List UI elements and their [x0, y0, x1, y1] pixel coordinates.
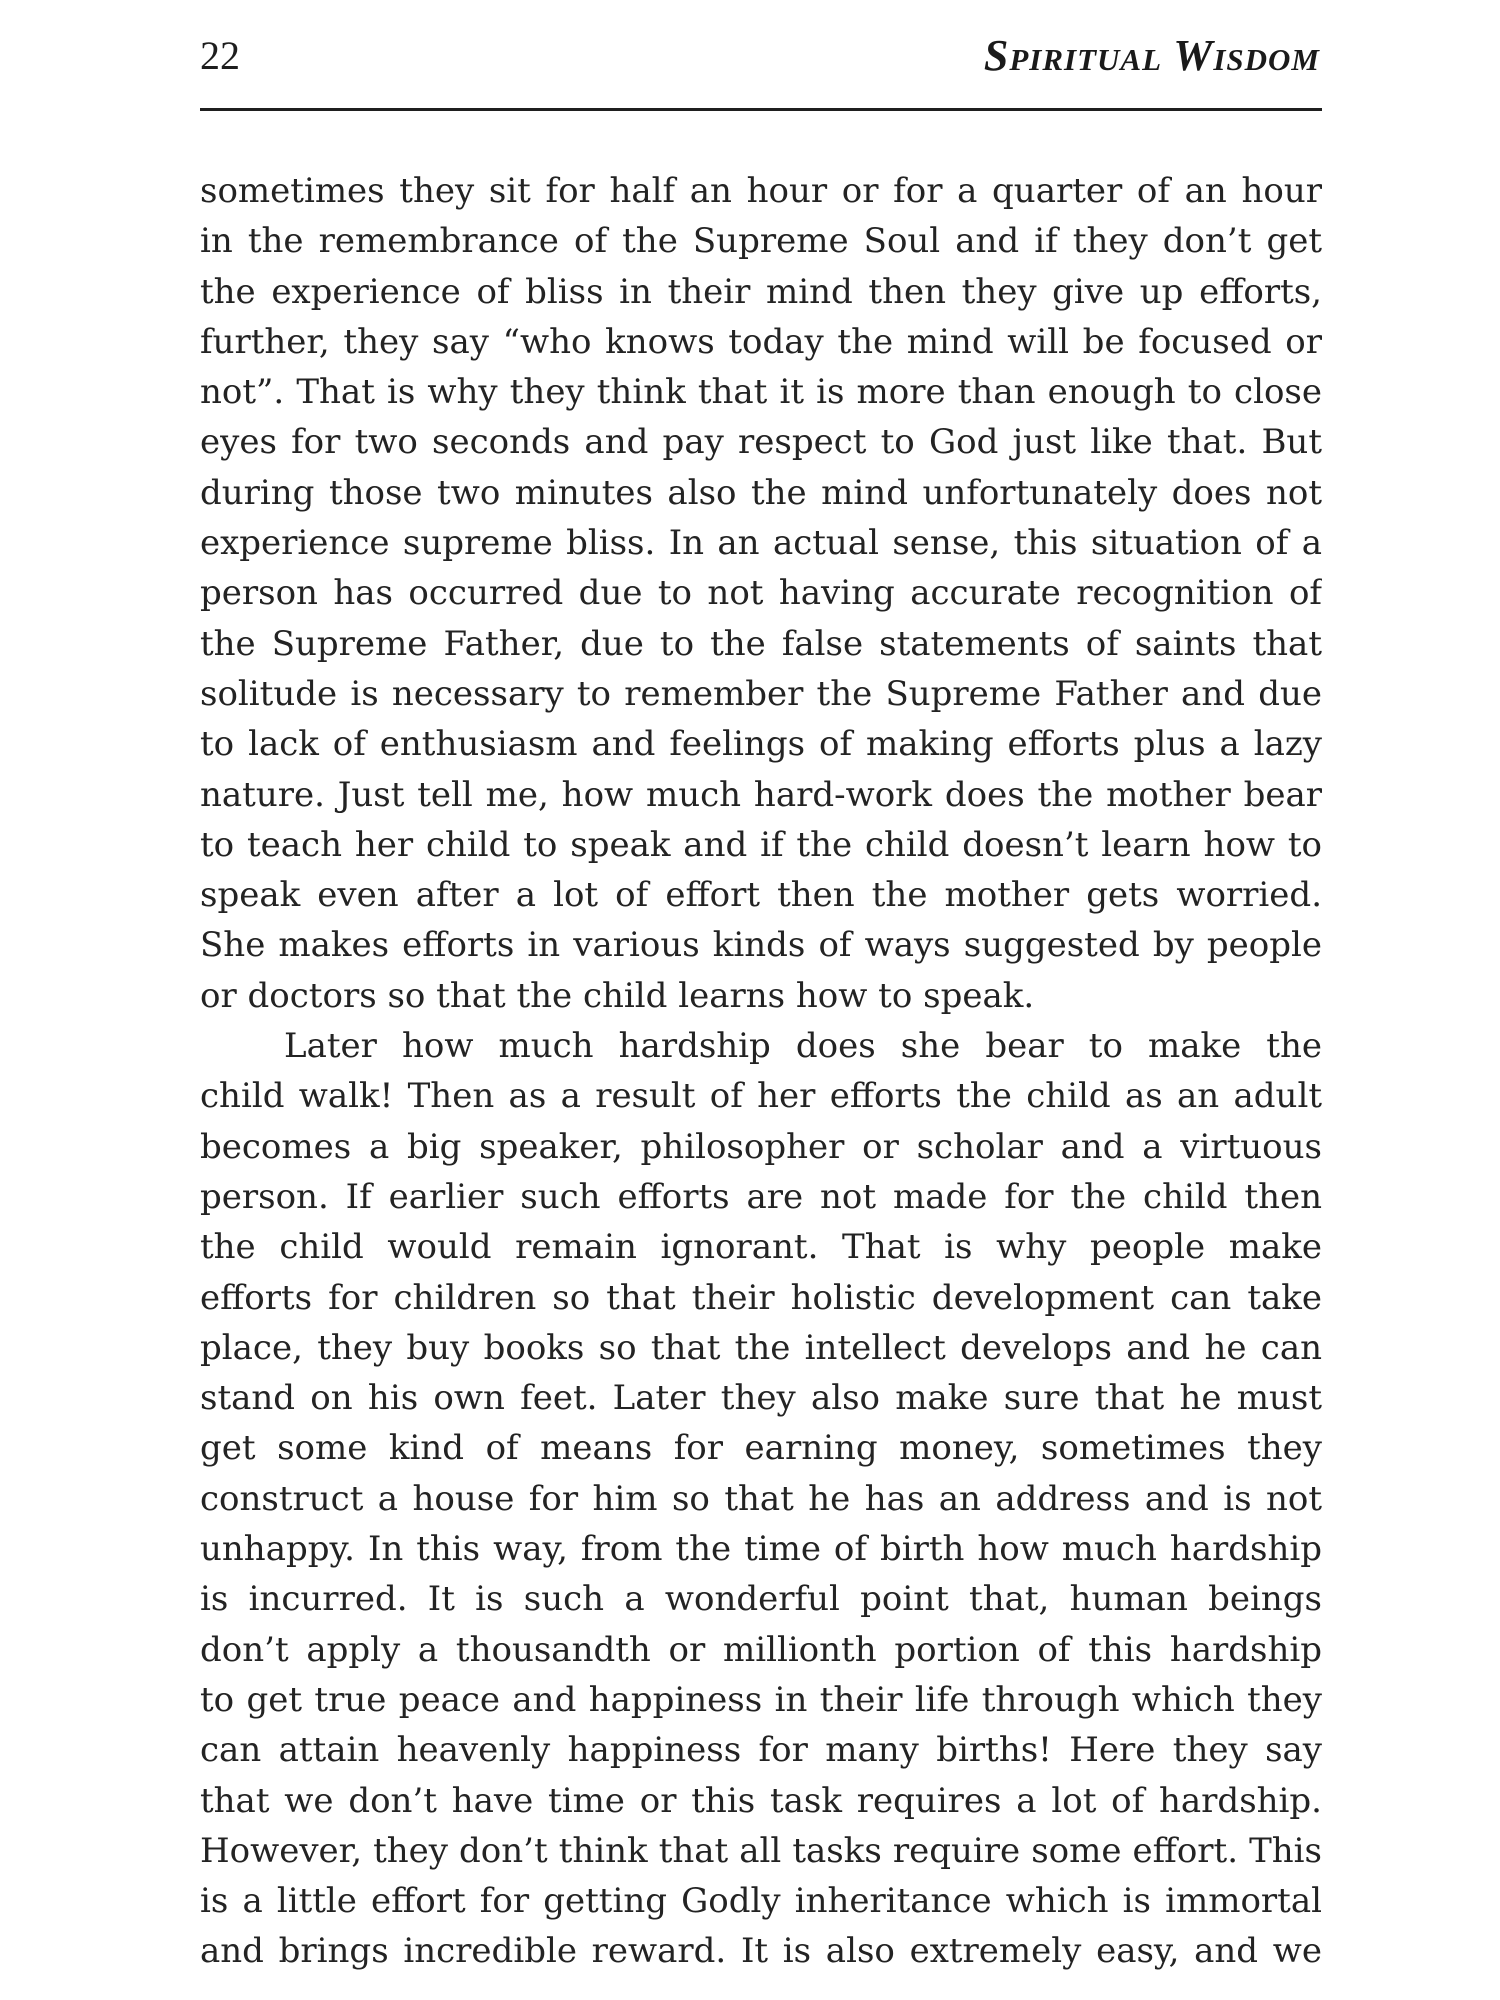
text-line: or doctors so that the child learns how to speak. — [200, 975, 1035, 1016]
text-line: becomes a big speaker, philosopher or scholar and a virtuous — [200, 1126, 1322, 1167]
text-line: during those two minutes also the mind unfortunately does not — [200, 472, 1322, 513]
text-line: unhappy. In this way, from the time of birth how much hardship — [200, 1529, 1322, 1570]
text-line: stand on his own feet. Later they also make sure that he must — [200, 1378, 1322, 1419]
text-line: and brings incredible reward. It is also extremely easy, and we — [200, 1931, 1322, 1972]
text-line: is incurred. It is such a wonderful point that, human beings — [200, 1579, 1322, 1620]
text-line: in the remembrance of the Supreme Soul and if they don’t get — [200, 221, 1322, 262]
text-line: nature. Just tell me, how much hard-work does the mother bear — [200, 774, 1322, 815]
header-rule — [200, 108, 1322, 111]
text-line: get some kind of means for earning money, sometimes they — [200, 1428, 1322, 1469]
text-line: However, they don’t think that all tasks require some effort. This — [200, 1830, 1322, 1871]
page-number: 22 — [200, 33, 240, 78]
text-line: efforts for children so that their holistic development can take — [200, 1277, 1322, 1318]
text-line: not”. That is why they think that it is more than enough to close — [200, 372, 1322, 413]
text-line: Later how much hardship does she bear to make the — [284, 1026, 1322, 1067]
text-line: that we don’t have time or this task requires a lot of hardship. — [200, 1780, 1322, 1821]
text-line: to get true peace and happiness in their life through which they — [200, 1679, 1322, 1720]
text-line: speak even after a lot of effort then the mother gets worried. — [200, 875, 1322, 916]
text-line: is a little effort for getting Godly inheritance which is immortal — [200, 1881, 1322, 1922]
running-title: Spiritual Wisdom — [983, 31, 1320, 80]
text-line: place, they buy books so that the intellect develops and he can — [200, 1327, 1322, 1368]
text-line: child walk! Then as a result of her efforts the child as an adult — [200, 1076, 1322, 1117]
text-line: construct a house for him so that he has an address and is not — [200, 1478, 1322, 1519]
text-line: don’t apply a thousandth or millionth portion of this hardship — [200, 1629, 1322, 1670]
body-text — [200, 166, 1322, 1977]
text-line: person. If earlier such efforts are not made for the child then — [200, 1176, 1322, 1217]
text-line: can attain heavenly happiness for many births! Here they say — [200, 1730, 1322, 1771]
text-line: the child would remain ignorant. That is why people make — [200, 1227, 1322, 1268]
text-line: the Supreme Father, due to the false statements of saints that — [200, 623, 1322, 664]
page-header — [200, 24, 1320, 88]
text-line: further, they say “who knows today the mind will be focused or — [200, 321, 1322, 362]
text-line: person has occurred due to not having accurate recognition of — [200, 573, 1322, 614]
text-line: to lack of enthusiasm and feelings of making efforts plus a lazy — [200, 724, 1322, 765]
text-line: the experience of bliss in their mind then they give up efforts, — [200, 271, 1322, 312]
text-line: to teach her child to speak and if the child doesn’t learn how to — [200, 824, 1322, 865]
text-line: experience supreme bliss. In an actual sense, this situation of a — [200, 523, 1322, 564]
paragraph-2 — [200, 1021, 1322, 1977]
text-line: sometimes they sit for half an hour or for a quarter of an hour — [200, 171, 1322, 211]
paragraph-1 — [200, 166, 1322, 1021]
text-line: She makes efforts in various kinds of ways suggested by people — [200, 925, 1322, 966]
text-line: eyes for two seconds and pay respect to God just like that. But — [200, 422, 1322, 463]
text-line: solitude is necessary to remember the Supreme Father and due — [200, 673, 1322, 714]
